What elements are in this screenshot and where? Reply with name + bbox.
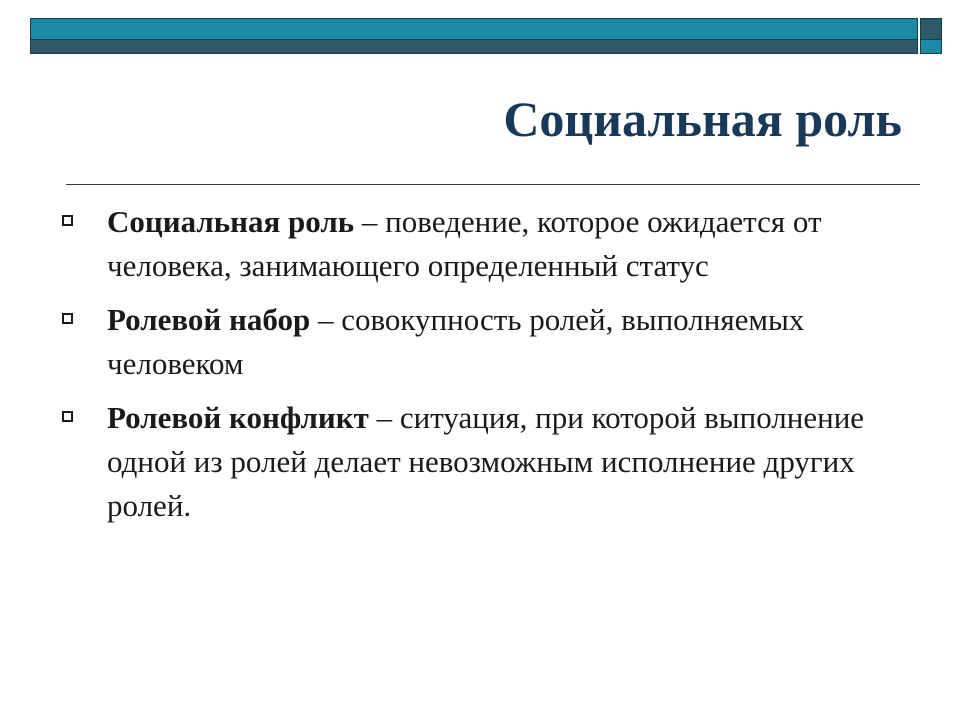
slide-title: Социальная роль (503, 91, 902, 147)
bullet-item-role-set (62, 298, 902, 386)
hollow-square-bullet-icon (62, 313, 73, 324)
bullet-item-role-conflict (62, 396, 902, 528)
bullet-text: – поведение, которое ожидается от человека, занимающего определенный статус (107, 204, 822, 283)
bullet-text: – ситуация, при которой выполнение одной из ролей делает невозможным исполнение других ролей. (107, 400, 865, 523)
header-square-top (920, 18, 942, 40)
header-square-bottom (920, 40, 942, 54)
header-bar-bottom (30, 40, 918, 54)
title-divider (66, 184, 920, 185)
bullet-term: Ролевой набор (107, 302, 311, 337)
bullet-term: Социальная роль (107, 204, 355, 239)
bullet-term: Ролевой конфликт (107, 400, 369, 435)
header-bar-top (30, 18, 918, 40)
hollow-square-bullet-icon (62, 215, 73, 226)
hollow-square-bullet-icon (62, 411, 73, 422)
bullet-text: – совокупность ролей, выполняемых человеком (107, 302, 805, 381)
bullet-list (62, 200, 902, 538)
bullet-item-social-role (62, 200, 902, 288)
